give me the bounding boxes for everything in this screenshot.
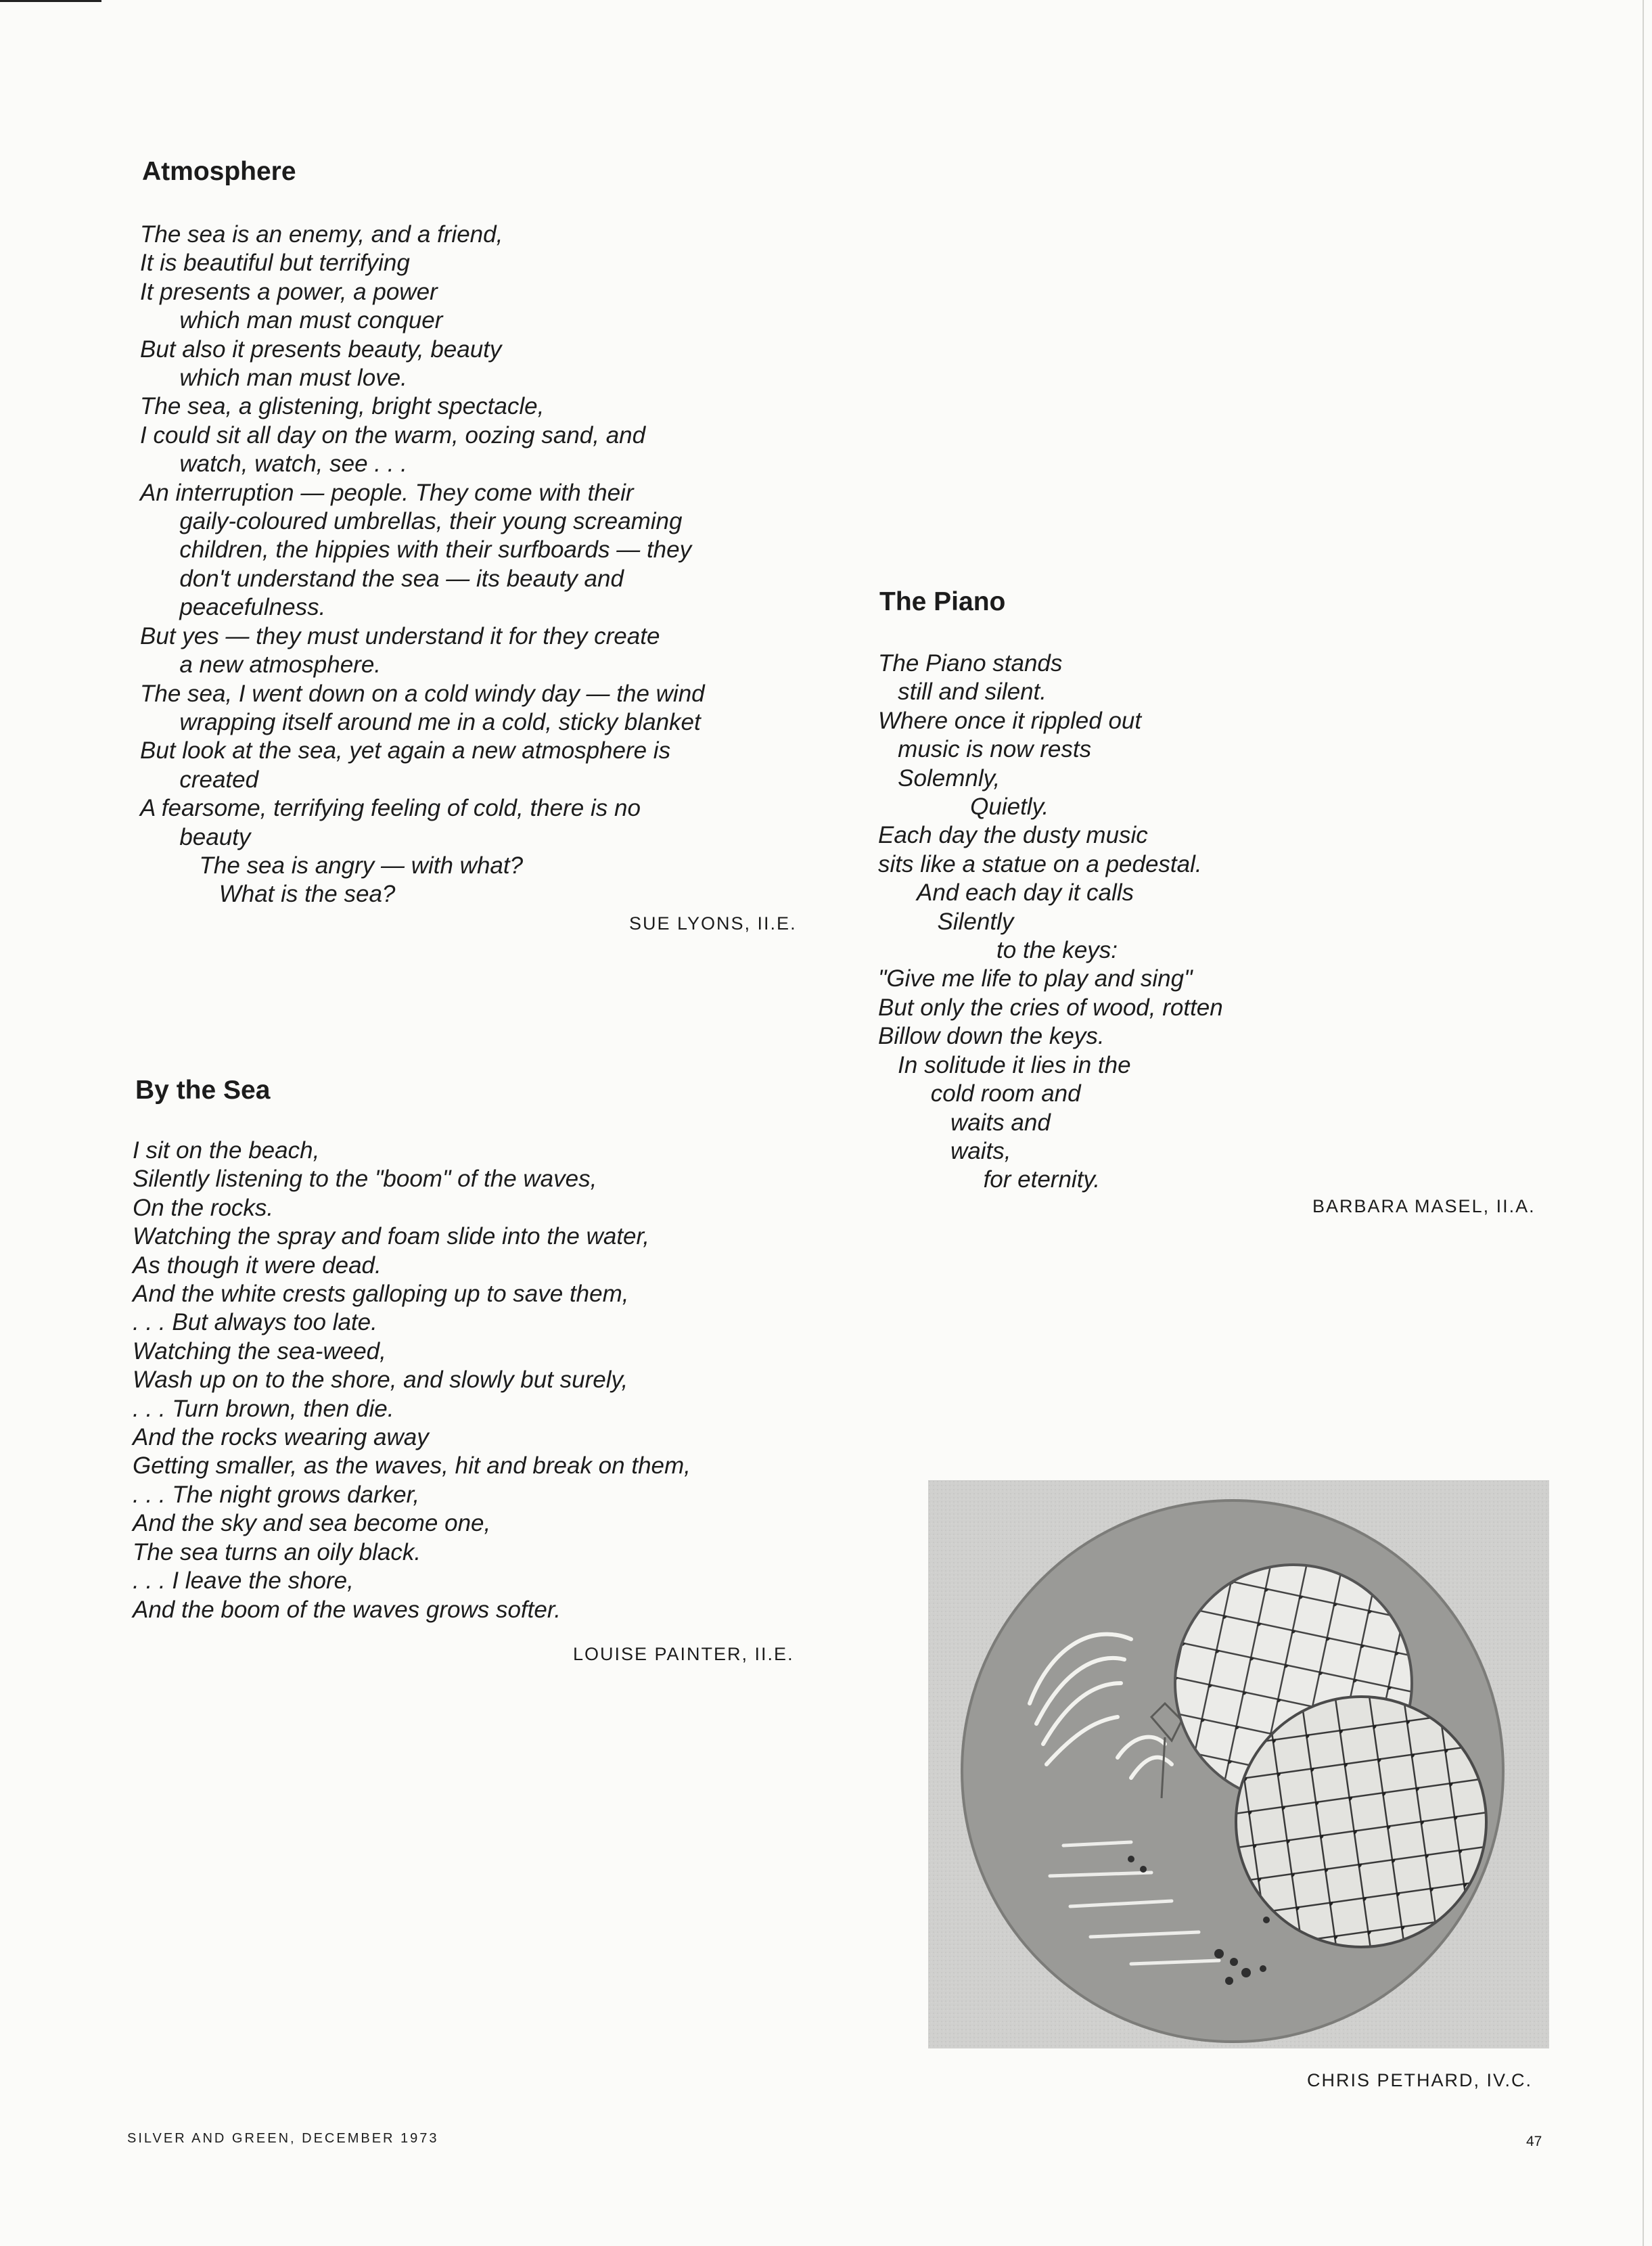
poem-line: The sea turns an oily black. bbox=[133, 1538, 421, 1565]
poem-line: I sit on the beach, bbox=[133, 1137, 320, 1164]
poem-line: But also it presents beauty, beauty bbox=[140, 336, 502, 363]
poem-line: The sea is an enemy, and a friend, bbox=[140, 221, 503, 248]
poem-line: The sea is angry — with what? bbox=[140, 852, 524, 879]
poem-body-atmosphere bbox=[140, 221, 705, 909]
poem-line: And the boom of the waves grows softer. bbox=[133, 1596, 561, 1623]
poem-line: Getting smaller, as the waves, hit and break on them, bbox=[133, 1452, 691, 1480]
poem-line: cold room and bbox=[878, 1080, 1081, 1107]
poem-line: On the rocks. bbox=[133, 1194, 274, 1221]
poem-line: wrapping itself around me in a cold, sticky blanket bbox=[140, 708, 701, 735]
poem-line: . . . The night grows darker, bbox=[133, 1481, 420, 1508]
poem-line: In solitude it lies in the bbox=[878, 1051, 1131, 1078]
poem-line: The Piano stands bbox=[878, 650, 1063, 677]
poem-line: for eternity. bbox=[878, 1166, 1101, 1193]
poem-line: don't understand the sea — its beauty and bbox=[140, 565, 624, 592]
poem-line: still and silent. bbox=[878, 679, 1047, 706]
page-edge-shadow bbox=[1643, 0, 1644, 2246]
poem-line: And the sky and sea become one, bbox=[133, 1510, 491, 1537]
poem-line: But yes — they must understand it for they create bbox=[140, 622, 660, 649]
poem-line: waits and bbox=[878, 1109, 1051, 1136]
poem-line: And the white crests galloping up to save them, bbox=[133, 1281, 629, 1308]
poem-line: sits like a statue on a pedestal. bbox=[878, 850, 1202, 877]
poem-author-the-piano: BARBARA MASEL, II.A. bbox=[1312, 1196, 1536, 1216]
poem-title-by-the-sea: By the Sea bbox=[135, 1076, 271, 1105]
poem-line: Solemnly, bbox=[878, 764, 1001, 792]
poem-title-atmosphere: Atmosphere bbox=[142, 157, 296, 186]
poem-line: to the keys: bbox=[878, 937, 1118, 964]
poem-line: Silently bbox=[878, 908, 1014, 935]
poem-line: watch, watch, see . . . bbox=[140, 451, 407, 478]
poem-line: gaily-coloured umbrellas, their young screaming bbox=[140, 508, 683, 535]
poem-line: beauty bbox=[140, 823, 251, 850]
poem-line: Watching the sea-weed, bbox=[133, 1337, 386, 1365]
poem-line: But only the cries of wood, rotten bbox=[878, 994, 1223, 1021]
poem-line: But look at the sea, yet again a new atmosphere is bbox=[140, 737, 671, 764]
poem-line: Silently listening to the "boom" of the waves, bbox=[133, 1166, 597, 1193]
poem-line: . . . Turn brown, then die. bbox=[133, 1395, 394, 1422]
poem-line: An interruption — people. They come with their bbox=[140, 479, 634, 506]
poem-line: It is beautiful but terrifying bbox=[140, 250, 410, 277]
poem-line: Each day the dusty music bbox=[878, 822, 1148, 849]
poem-author-by-the-sea: LOUISE PAINTER, II.E. bbox=[573, 1644, 794, 1664]
poem-line: And each day it calls bbox=[878, 879, 1134, 907]
poem-line: created bbox=[140, 766, 259, 793]
poem-line: . . . I leave the shore, bbox=[133, 1567, 354, 1595]
poem-body-by-the-sea bbox=[133, 1137, 691, 1624]
poem-line: What is the sea? bbox=[140, 881, 396, 908]
poem-line: Billow down the keys. bbox=[878, 1023, 1105, 1050]
poem-line: "Give me life to play and sing" bbox=[878, 965, 1193, 992]
poem-line: I could sit all day on the warm, oozing sand, and bbox=[140, 421, 646, 449]
poem-line: And the rocks wearing away bbox=[133, 1424, 429, 1451]
poem-line: Where once it rippled out bbox=[878, 707, 1142, 734]
embroidery-artwork-image bbox=[928, 1480, 1549, 2048]
poem-line: It presents a power, a power bbox=[140, 278, 438, 305]
scan-edge-mark bbox=[0, 0, 101, 2]
poem-line: music is now rests bbox=[878, 736, 1092, 763]
page-number: 47 bbox=[1526, 2134, 1542, 2149]
poem-line: which man must conquer bbox=[140, 307, 443, 334]
poem-line: The sea, I went down on a cold windy day — the wind bbox=[140, 680, 705, 707]
poem-line: . . . But always too late. bbox=[133, 1309, 377, 1336]
poem-body-the-piano bbox=[878, 649, 1223, 1195]
figure-caption: CHRIS PETHARD, IV.C. bbox=[1307, 2070, 1533, 2090]
poem-line: A fearsome, terrifying feeling of cold, there is no bbox=[140, 795, 641, 822]
poem-line: Watching the spray and foam slide into the water, bbox=[133, 1223, 649, 1250]
poem-line: Wash up on to the shore, and slowly but surely, bbox=[133, 1367, 628, 1394]
poem-line: a new atmosphere. bbox=[140, 651, 382, 679]
poem-author-atmosphere: SUE LYONS, II.E. bbox=[629, 913, 797, 934]
poem-line: Quietly. bbox=[878, 794, 1049, 821]
poem-line: peacefulness. bbox=[140, 594, 326, 621]
poem-line: waits, bbox=[878, 1137, 1011, 1164]
poem-line: As though it were dead. bbox=[133, 1252, 382, 1279]
poem-title-the-piano: The Piano bbox=[879, 587, 1006, 616]
poem-line: which man must love. bbox=[140, 365, 407, 392]
poem-line: The sea, a glistening, bright spectacle, bbox=[140, 393, 545, 420]
footer-publication: SILVER AND GREEN, DECEMBER 1973 bbox=[127, 2131, 439, 2146]
poem-line: children, the hippies with their surfboards — they bbox=[140, 536, 692, 564]
